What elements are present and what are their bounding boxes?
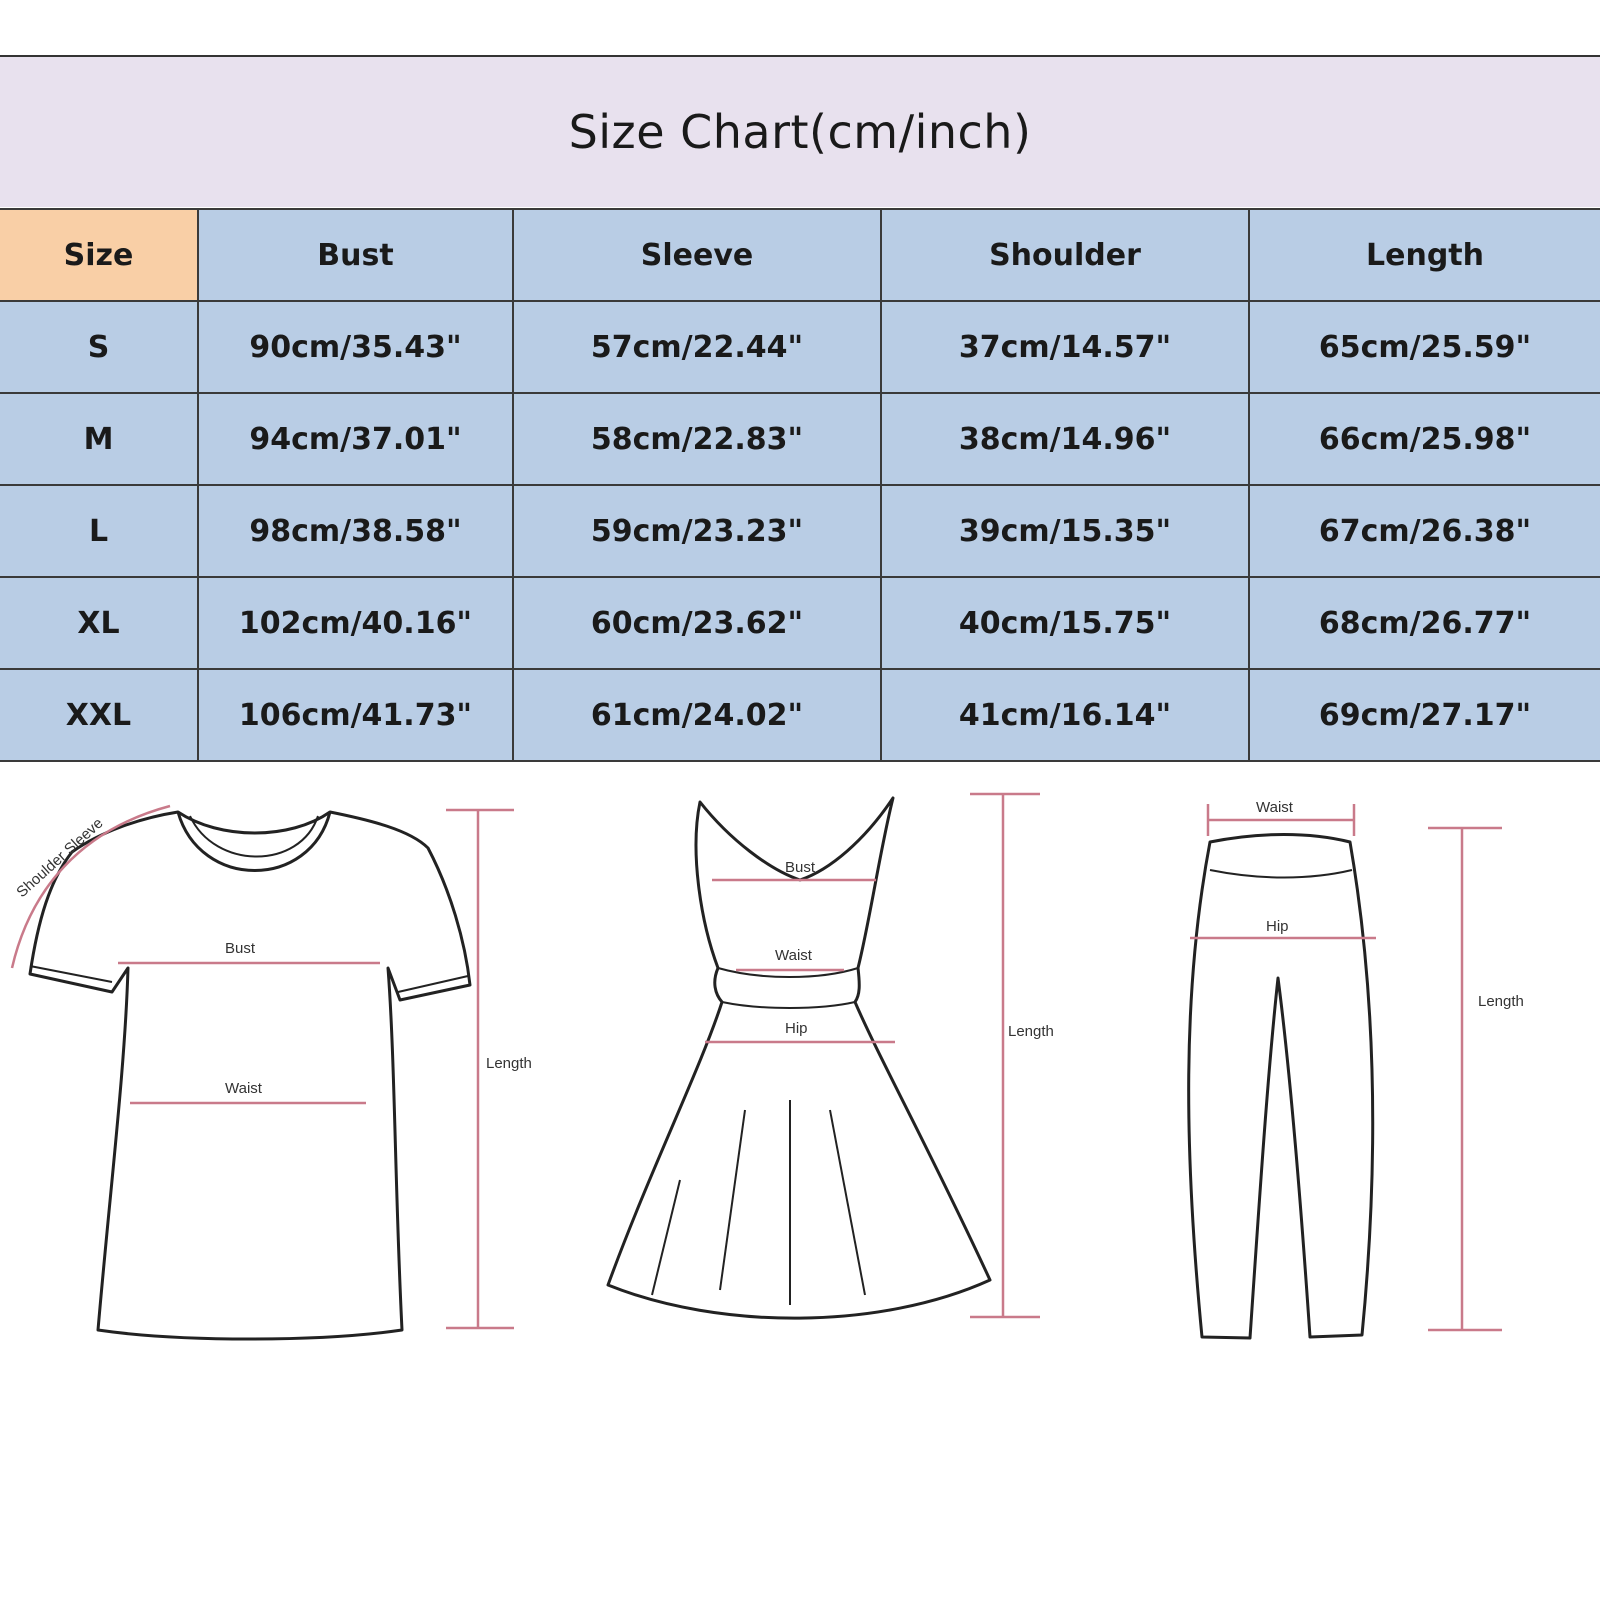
- pants-hip-label: Hip: [1266, 918, 1289, 935]
- page-title: Size Chart(cm/inch): [568, 105, 1032, 159]
- garment-diagrams: [0, 770, 1600, 1390]
- dress-measure-lines: [705, 794, 1040, 1317]
- length-cell: 65cm/25.59": [1249, 301, 1600, 393]
- size-cell: S: [0, 301, 198, 393]
- tshirt-left-cuff: [30, 966, 112, 982]
- size-cell: L: [0, 485, 198, 577]
- sleeve-cell: 58cm/22.83": [513, 393, 881, 485]
- dress-diagram: [608, 798, 990, 1318]
- length-cell: 67cm/26.38": [1249, 485, 1600, 577]
- header-sleeve: Sleeve: [513, 209, 881, 301]
- dress-waist-label: Waist: [775, 947, 812, 964]
- table-row: [0, 393, 1600, 485]
- table-row: [0, 669, 1600, 761]
- bust-cell: 106cm/41.73": [198, 669, 513, 761]
- size-cell: M: [0, 393, 198, 485]
- table-row: [0, 301, 1600, 393]
- header-bust: Bust: [198, 209, 513, 301]
- sleeve-cell: 60cm/23.62": [513, 577, 881, 669]
- length-cell: 69cm/27.17": [1249, 669, 1600, 761]
- sleeve-cell: 57cm/22.44": [513, 301, 881, 393]
- bust-cell: 94cm/37.01": [198, 393, 513, 485]
- tshirt-bust-label: Bust: [225, 940, 256, 957]
- dress-fold-1: [720, 1110, 745, 1290]
- shoulder-cell: 40cm/15.75": [881, 577, 1249, 669]
- length-cell: 68cm/26.77": [1249, 577, 1600, 669]
- sleeve-cell: 59cm/23.23": [513, 485, 881, 577]
- tshirt-collar: [178, 812, 330, 871]
- tshirt-waist-label: Waist: [225, 1080, 262, 1097]
- table-header-row: [0, 209, 1600, 301]
- pants-outline: [1189, 835, 1373, 1339]
- tshirt-right-cuff: [398, 976, 468, 992]
- bust-cell: 98cm/38.58": [198, 485, 513, 577]
- dress-fold-3: [830, 1110, 865, 1295]
- pants-waistband: [1210, 870, 1352, 878]
- table-row: [0, 577, 1600, 669]
- dress-bust-label: Bust: [785, 859, 816, 876]
- shoulder-cell: 41cm/16.14": [881, 669, 1249, 761]
- dress-fold-4: [652, 1180, 680, 1295]
- dress-length-label: Length: [1008, 1023, 1054, 1040]
- shoulder-cell: 39cm/15.35": [881, 485, 1249, 577]
- tshirt-measure-lines: [12, 806, 514, 1328]
- pants-measure-lines: [1190, 804, 1502, 1330]
- size-cell: XXL: [0, 669, 198, 761]
- pants-waist-label: Waist: [1256, 799, 1293, 816]
- header-shoulder: Shoulder: [881, 209, 1249, 301]
- header-length: Length: [1249, 209, 1600, 301]
- bust-cell: 90cm/35.43": [198, 301, 513, 393]
- tshirt-shoulder-sleeve-label: Shoulder Sleeve: [13, 814, 107, 901]
- size-table: [0, 208, 1600, 762]
- tshirt-length-label: Length: [486, 1055, 532, 1072]
- header-size: Size: [0, 209, 198, 301]
- tshirt-collar-inner: [190, 816, 318, 857]
- tshirt-diagram: [30, 812, 470, 1339]
- dress-waistband-bottom: [722, 1002, 855, 1008]
- shoulder-cell: 37cm/14.57": [881, 301, 1249, 393]
- bust-cell: 102cm/40.16": [198, 577, 513, 669]
- dress-hip-label: Hip: [785, 1020, 808, 1037]
- sleeve-cell: 61cm/24.02": [513, 669, 881, 761]
- length-cell: 66cm/25.98": [1249, 393, 1600, 485]
- table-row: [0, 485, 1600, 577]
- size-cell: XL: [0, 577, 198, 669]
- garment-diagrams-svg: [0, 770, 1600, 1390]
- pants-diagram: [1189, 835, 1373, 1339]
- pants-length-label: Length: [1478, 993, 1524, 1010]
- tshirt-outline: [30, 812, 470, 1339]
- shoulder-cell: 38cm/14.96": [881, 393, 1249, 485]
- title-band: [0, 55, 1600, 207]
